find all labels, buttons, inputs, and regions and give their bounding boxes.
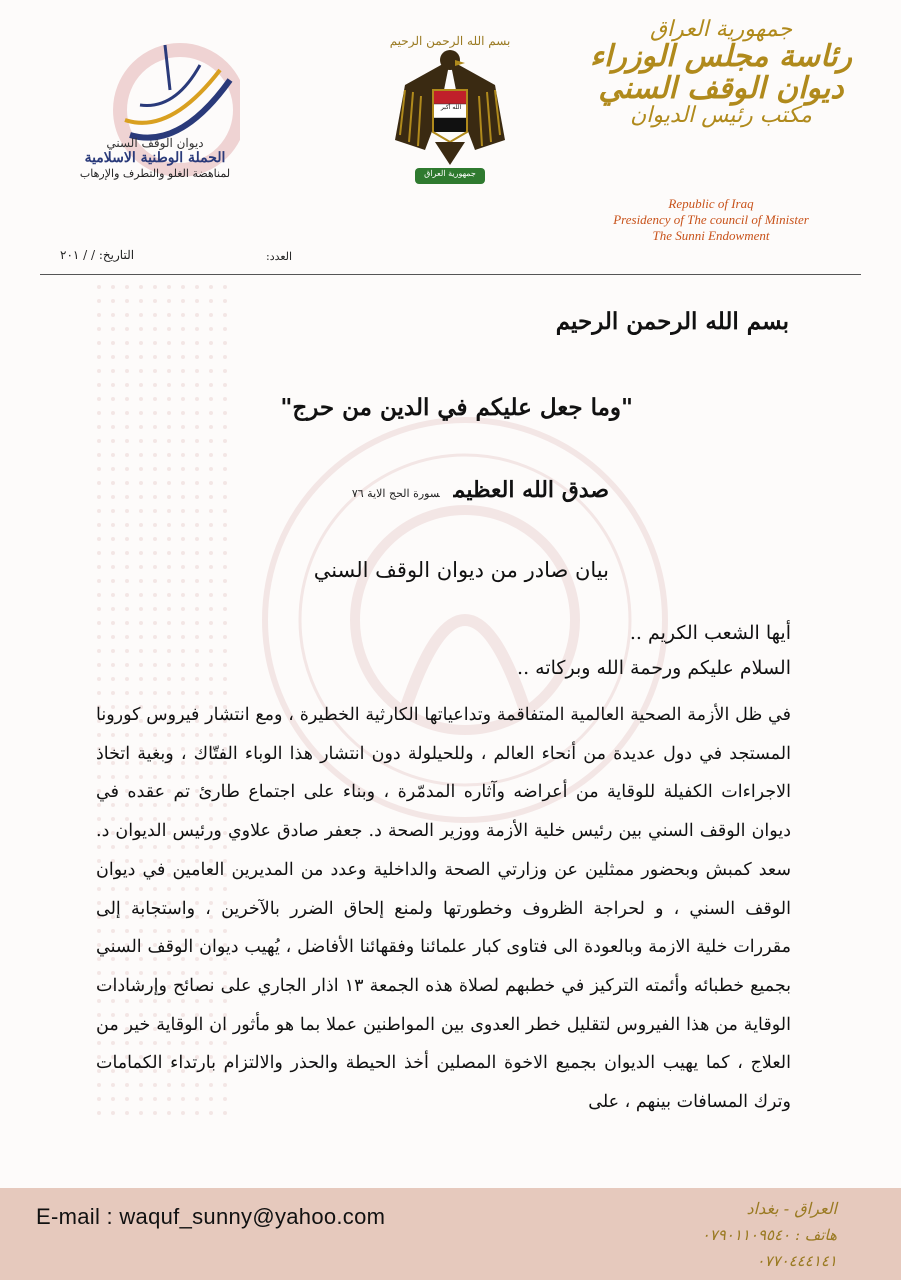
footer-email: E-mail : waquf_sunny@yahoo.com (36, 1204, 386, 1229)
letterhead-footer (0, 1188, 901, 1280)
emblem-basmala: بسم الله الرحمن الرحيم (389, 34, 511, 48)
greeting-address: أيها الشعب الكريم .. (629, 622, 791, 644)
statement-title: بيان صادر من ديوان الوقف السني (313, 558, 609, 582)
footer-address: العراق - بغداد (746, 1199, 837, 1218)
header-en-presidency: Presidency of The council of Minister (613, 212, 809, 227)
quran-verse: "وما جعل عليكم في الدين من حرج" (280, 394, 633, 421)
sadaq-text: صدق الله العظيم (453, 477, 609, 503)
authority-header-english (581, 196, 841, 244)
footer-contact (702, 1196, 837, 1274)
header-line-republic: جمهورية العراق (649, 17, 793, 42)
header-divider (40, 274, 861, 275)
campaign-logo-icon (70, 40, 240, 210)
header-en-endowment: The Sunni Endowment (652, 228, 770, 243)
logo-line-purpose: لمناهضة الغلو والتطرف والإرهاب (79, 167, 231, 180)
emblem-banner-text: الله أكبر (440, 104, 462, 111)
greeting-salutation: السلام عليكم ورحمة الله وبركاته .. (517, 657, 791, 679)
header-line-office: مكتب رئيس الديوان (630, 103, 812, 129)
document-number-label: العدد: (266, 250, 293, 263)
sura-reference: سورة الحج الاية ٧٦ (351, 487, 440, 500)
logo-line-campaign: الحملة الوطنية الاسلامية (84, 150, 226, 166)
logo-line-endowment: ديوان الوقف السني (106, 136, 204, 150)
statement-body-paragraph: في ظل الأزمة الصحية العالمية المتفاقمة وتداعياتها الكارثية الخطيرة ، ومع انتشار فيروس كورونا المستجد في دول عديدة من أنحاء العالم ، وللحيلولة دون انتشار هذا الوباء الفتّاك ، وبغية اتخاذ الاجراءات الكفيلة للوقاية من أعراضه وآثاره المدمّرة ، وبناء على اجتماع طارئ تم عقده في ديوان الوقف السني بين رئيس خلية الأزمة ووزير الصحة د. جعفر صادق علاوي ورئيس الديوان د. سعد كمبش وبحضور ممثلين عن وزارتي الصحة والداخلية وعدد من المديرين العامين في ديوان الوقف السني ، و لحراجة الظروف وخطورتها ولمنع إلحاق الضرر بالآخرين ، واستجابة إلى مقررات خلية الازمة وبالعودة الى فتاوى كبار علمائنا وفقهائنا الأفاضل ، يُهيب ديوان الوقف السني بجميع خطبائه وأئمته التركيز في خطبهم لصلاة هذه الجمعة ١٣ اذار الجاري على نصائح وإرشادات الوقاية من هذا الفيروس لتقليل خطر العدوى بين المواطنين عملا بما هو مأثور ان الوقاية خير من العلاج ، كما يهيب الديوان بجميع الاخوة المصلين أخذ الحيطة والحذر والالتزام بارتداء الكمامات وترك المسافات بينهم ، على (96, 705, 791, 1113)
emblem-caption: جمهورية العراق (424, 169, 476, 178)
campaign-logo-text (60, 136, 250, 181)
header-line-presidency: رئاسة مجلس الوزراء (589, 39, 853, 75)
footer-phone-1: هاتف : ٠٧٩٠١١٠٩٥٤٠ (701, 1226, 837, 1244)
header-line-endowment: ديوان الوقف السني (598, 70, 844, 106)
header-en-republic: Republic of Iraq (668, 196, 754, 211)
basmala-heading: بسم الله الرحمن الرحيم (555, 308, 789, 335)
verse-attribution (352, 477, 609, 503)
footer-phone-2: ٠٧٧٠٤٤٤١٤١ (756, 1252, 837, 1270)
document-date-label: التاريخ: / / ٢٠١ (60, 248, 135, 262)
authority-header-arabic (581, 18, 861, 127)
